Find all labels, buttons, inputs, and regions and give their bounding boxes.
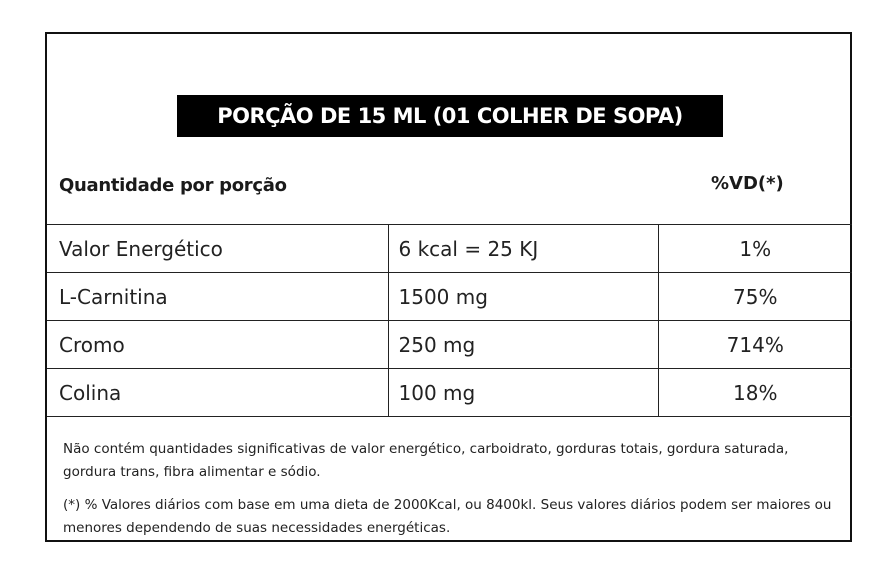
nutrient-amount: 1500 mg bbox=[388, 273, 658, 321]
nutrient-amount: 6 kcal = 25 KJ bbox=[388, 225, 658, 273]
quantity-per-serving-label: Quantidade por porção bbox=[59, 175, 287, 196]
table-row bbox=[47, 273, 852, 321]
table-row bbox=[47, 369, 852, 417]
nutrient-amount: 250 mg bbox=[388, 321, 658, 369]
not-significant-note: Não contém quantidades significativas de valor energético, carboidrato, gorduras totais, gordura saturada, gordura trans, fibra alimentar e sódio. bbox=[63, 441, 789, 480]
nutrient-amount: 100 mg bbox=[388, 369, 658, 417]
nutrition-facts-label bbox=[45, 32, 852, 542]
nutrient-daily-value: 75% bbox=[658, 273, 852, 321]
daily-value-label: %VD(*) bbox=[711, 173, 784, 194]
nutrient-daily-value: 18% bbox=[658, 369, 852, 417]
nutrient-name: Cromo bbox=[47, 321, 388, 369]
footnotes bbox=[63, 438, 833, 550]
daily-values-note: (*) % Valores diários com base em uma dieta de 2000Kcal, ou 8400kl. Seus valores diários podem ser maiores ou menores dependendo de suas necessidades energéticas. bbox=[63, 497, 832, 536]
serving-size-banner: PORÇÃO DE 15 ML (01 COLHER DE SOPA) bbox=[177, 95, 723, 137]
nutrient-daily-value: 714% bbox=[658, 321, 852, 369]
nutrient-name: Valor Energético bbox=[47, 225, 388, 273]
table-row bbox=[47, 225, 852, 273]
nutrient-daily-value: 1% bbox=[658, 225, 852, 273]
table-row bbox=[47, 321, 852, 369]
nutrition-table bbox=[47, 224, 852, 417]
nutrient-name: Colina bbox=[47, 369, 388, 417]
table-header bbox=[47, 170, 852, 210]
nutrient-name: L-Carnitina bbox=[47, 273, 388, 321]
